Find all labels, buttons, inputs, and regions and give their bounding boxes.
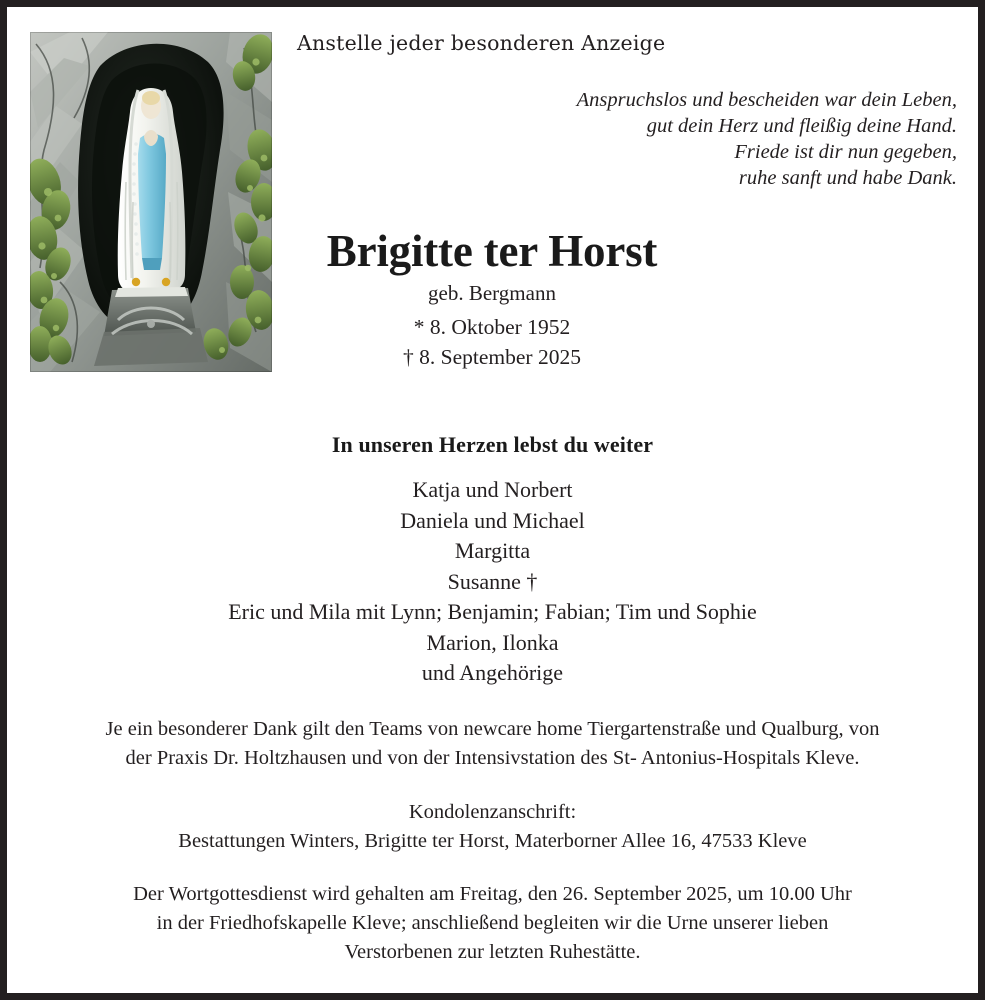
condolence-heading: Kondolenzanschrift: <box>408 801 577 823</box>
maiden-name: geb. Bergmann <box>428 281 556 305</box>
survivor-line: Marion, Ilonka <box>426 629 559 655</box>
service-line: Verstorbenen zur letzten Ruhestätte. <box>344 941 641 963</box>
survivor-line: Margitta <box>454 538 531 563</box>
survivor-line: Eric und Mila mit Lynn; Benjamin; Fabian; Tim und Sophie <box>228 599 757 624</box>
survivors-list <box>7 475 978 689</box>
blue-sash <box>138 134 166 259</box>
date-of-death: † 8. September 2025 <box>403 345 581 369</box>
verse-line-1: Anspruchslos und bescheiden war dein Leben, <box>576 89 957 111</box>
lourdes-grotto-photo <box>30 32 272 372</box>
service-details <box>7 880 978 967</box>
golden-rose-right <box>162 278 170 286</box>
survivor-line: und Angehörige <box>421 660 564 685</box>
verse-line-2: gut dein Herz und fleißig deine Hand. <box>646 115 957 137</box>
service-line: in der Friedhofskapelle Kleve; anschließend begleiten wir die Urne unserer lieben <box>156 912 829 934</box>
survivor-line: Katja und Norbert <box>412 477 573 502</box>
verse-line-4: ruhe sanft und habe Dank. <box>738 167 957 189</box>
thanks-line: Je ein besonderer Dank gilt den Teams von newcare home Tiergartenstraße und Qualburg, von <box>105 718 880 740</box>
thanks-paragraph <box>7 715 978 773</box>
condolence-address <box>7 798 978 856</box>
condolence-line: Bestattungen Winters, Brigitte ter Horst, Materborner Allee 16, 47533 Kleve <box>178 830 807 852</box>
service-line: Der Wortgottesdienst wird gehalten am Freitag, den 26. September 2025, um 10.00 Uhr <box>133 883 852 905</box>
deceased-name: Brigitte ter Horst <box>326 226 658 276</box>
survivor-line: Daniela und Michael <box>400 507 585 533</box>
date-of-birth: * 8. Oktober 1952 <box>413 315 571 339</box>
memory-line: In unseren Herzen lebst du weiter <box>331 432 654 457</box>
golden-rose-left <box>132 278 140 286</box>
verse-line-3: Friede ist dir nun gegeben, <box>734 141 957 163</box>
notice-page <box>7 7 978 993</box>
header-line: Anstelle jeder besonderen Anzeige <box>297 31 666 55</box>
thanks-line: der Praxis Dr. Holtzhausen und von der Intensivstation des St- Antonius-Hospitals Kleve. <box>125 747 860 769</box>
survivor-line: Susanne † <box>447 568 538 594</box>
grotto-illustration <box>30 32 272 372</box>
memorial-verse <box>387 87 957 191</box>
deceased-name-block <box>292 225 692 372</box>
